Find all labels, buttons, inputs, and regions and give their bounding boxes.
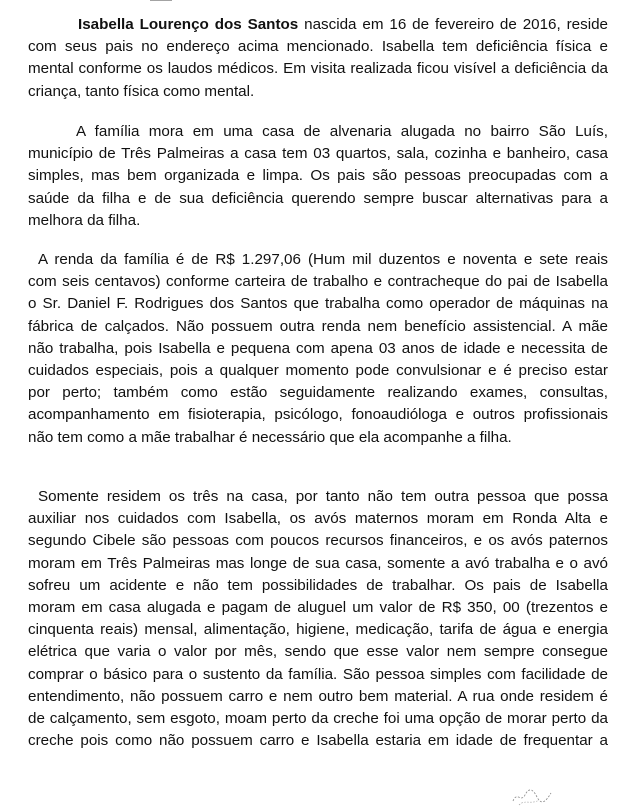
paragraph-line: sofreu um acidente e não tem possibilidades de trabalhar. Os pais de Isabella [28,576,608,594]
paragraph-line: com seis centavos) conforme carteira de trabalho e contracheque do pai de Isabella [28,273,608,291]
paragraph-line: cuidados especiais, pois a qualquer momento pode convulsionar e é preciso estar [28,362,608,380]
paragraph-line: saúde da filha e de sua deficiência querendo sempre buscar alternativas para a [28,189,608,207]
paragraph-line: não trabalha, pois Isabella e pequena com apena 03 anos de idade e necessita de [28,339,608,357]
paragraph-2 [28,121,608,232]
line-text: nascida em 16 de fevereiro de 2016, reside [298,16,608,33]
paragraph-line: moram em Três Palmeiras mas longe de sua casa, somente a avó trabalha e o avó [28,554,608,572]
paragraph-line: criança, tanto física como mental. [28,82,255,100]
paragraph-line: acompanhamento em fisioterapia, psicólogo, fonoaudióloga e outros profissionais [28,406,608,424]
paragraph-line: com seus pais no endereço acima mencionado. Isabella tem deficiência física e [28,38,608,56]
paragraph-line: Somente residem os três na casa, por tanto não tem outra pessoa que possa [38,488,608,505]
person-name: Isabella Lourenço dos Santos [78,16,299,33]
paragraph-line: de calçamento, sem esgoto, moam perto da creche foi uma opção de morar perto da [28,710,608,728]
paragraph-line: fábrica de calçados. Não possuem outra renda nem benefício assistencial. A mãe [28,317,608,335]
paragraph-line: cinquenta reais) mensal, alimentação, higiene, medicação, tarifa de água e energia [28,621,608,639]
paragraph-line [28,14,608,36]
paragraph-line: A família mora em uma casa de alvenaria alugada no bairro São Luís, [76,123,608,140]
paragraph-line: A renda da família é de R$ 1.297,06 (Hum mil duzentos e noventa e sete reais [38,251,608,268]
paragraph-line: creche pois como não possuem carro e Isabella estaria em idade de frequentar a [28,732,608,750]
signature-scribble [509,785,557,807]
paragraph-line: por perto; também como estão seguidamente realizando exames, consultas, [28,384,608,402]
paragraph-4 [28,486,608,752]
paragraph-1 [28,14,608,103]
paragraph-line: simples, mas bem organizada e limpa. Os pais são pessoas preocupadas com a [28,167,608,185]
paragraph-line: elétrica que varia o valor por mês, sendo que esse valor nem sempre consegue [28,643,608,661]
scan-mark [150,0,172,4]
paragraph-line: entendimento, não possuem carro e nem outro bem material. A rua onde residem é [28,687,608,705]
paragraph-line: mental conforme os laudos médicos. Em visita realizada ficou visível a deficiência da [28,60,608,78]
paragraph-line: moram em casa alugada e pagam de aluguel um valor de R$ 350, 00 (trezentos e [28,599,608,617]
paragraph-line: segundo Cibele são pessoas com poucos recursos financeiros, e os avós paternos [28,532,608,550]
paragraph-3 [28,249,608,449]
paragraph-line: o Sr. Daniel F. Rodrigues dos Santos que trabalha como operador de máquinas na [28,295,608,313]
paragraph-line: não tem como a mãe trabalhar é necessário que ela acompanhe a filha. [28,428,512,446]
paragraph-line: melhora da filha. [28,211,141,229]
paragraph-line: auxiliar nos cuidados com Isabella, os avós maternos moram em Ronda Alta e [28,510,608,528]
paragraph-line: município de Três Palmeiras a casa tem 03 quartos, sala, cozinha e banheiro, casa [28,145,608,163]
paragraph-line: comprar o básico para o sustento da família. São pessoa simples com facilidade de [28,665,608,683]
